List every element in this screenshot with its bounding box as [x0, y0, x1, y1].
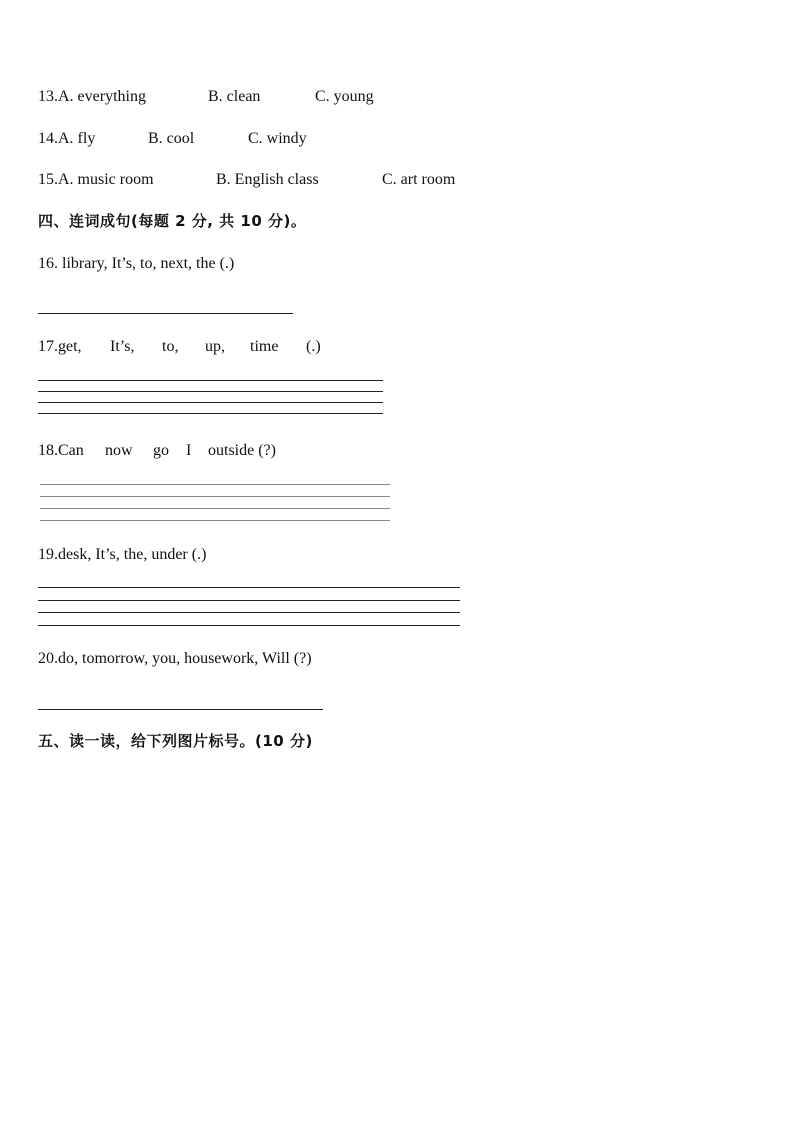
q20-answer-line[interactable] [38, 709, 323, 710]
q13-option-c: C. young [315, 88, 374, 105]
q14-option-c: C. windy [248, 130, 307, 147]
question-19: 19.desk, It’s, the, under (.) [38, 546, 207, 563]
q18-word-2: now [105, 442, 133, 459]
q17-line-1[interactable] [38, 380, 383, 381]
q19-line-3[interactable] [38, 612, 460, 613]
q17-word-1: 17.get, [38, 338, 82, 355]
q18-word-5: outside (?) [208, 442, 276, 459]
q18-word-1: 18.Can [38, 442, 84, 459]
question-16: 16. library, It’s, to, next, the (.) [38, 255, 235, 272]
q13-option-a: 13.A. everything [38, 88, 146, 105]
q18-line-2[interactable] [40, 496, 390, 497]
q19-line-4[interactable] [38, 625, 460, 626]
q17-word-3: to, [162, 338, 179, 355]
q18-line-4[interactable] [40, 520, 390, 521]
q18-line-1[interactable] [40, 484, 390, 485]
q14-option-a: 14.A. fly [38, 130, 96, 147]
q15-option-a: 15.A. music room [38, 171, 154, 188]
q18-word-4: I [186, 442, 192, 459]
q17-word-6: (.) [306, 338, 321, 355]
section-4-heading: 四、连词成句(每题 2 分, 共 10 分)。 [38, 212, 307, 230]
q17-line-2[interactable] [38, 391, 383, 392]
q13-option-b: B. clean [208, 88, 261, 105]
q18-word-3: go [153, 442, 169, 459]
q17-line-4[interactable] [38, 413, 383, 414]
section-5-heading: 五、读一读，给下列图片标号。(10 分) [38, 732, 313, 750]
q19-line-2[interactable] [38, 600, 460, 601]
q17-line-3[interactable] [38, 402, 383, 403]
q18-line-3[interactable] [40, 508, 390, 509]
q15-option-c: C. art room [382, 171, 456, 188]
q14-option-b: B. cool [148, 130, 195, 147]
question-20: 20.do, tomorrow, you, housework, Will (?) [38, 650, 312, 667]
q17-word-2: It’s, [110, 338, 135, 355]
q17-word-4: up, [205, 338, 225, 355]
q16-answer-line[interactable] [38, 313, 293, 314]
q17-word-5: time [250, 338, 279, 355]
q19-line-1[interactable] [38, 587, 460, 588]
q15-option-b: B. English class [216, 171, 319, 188]
